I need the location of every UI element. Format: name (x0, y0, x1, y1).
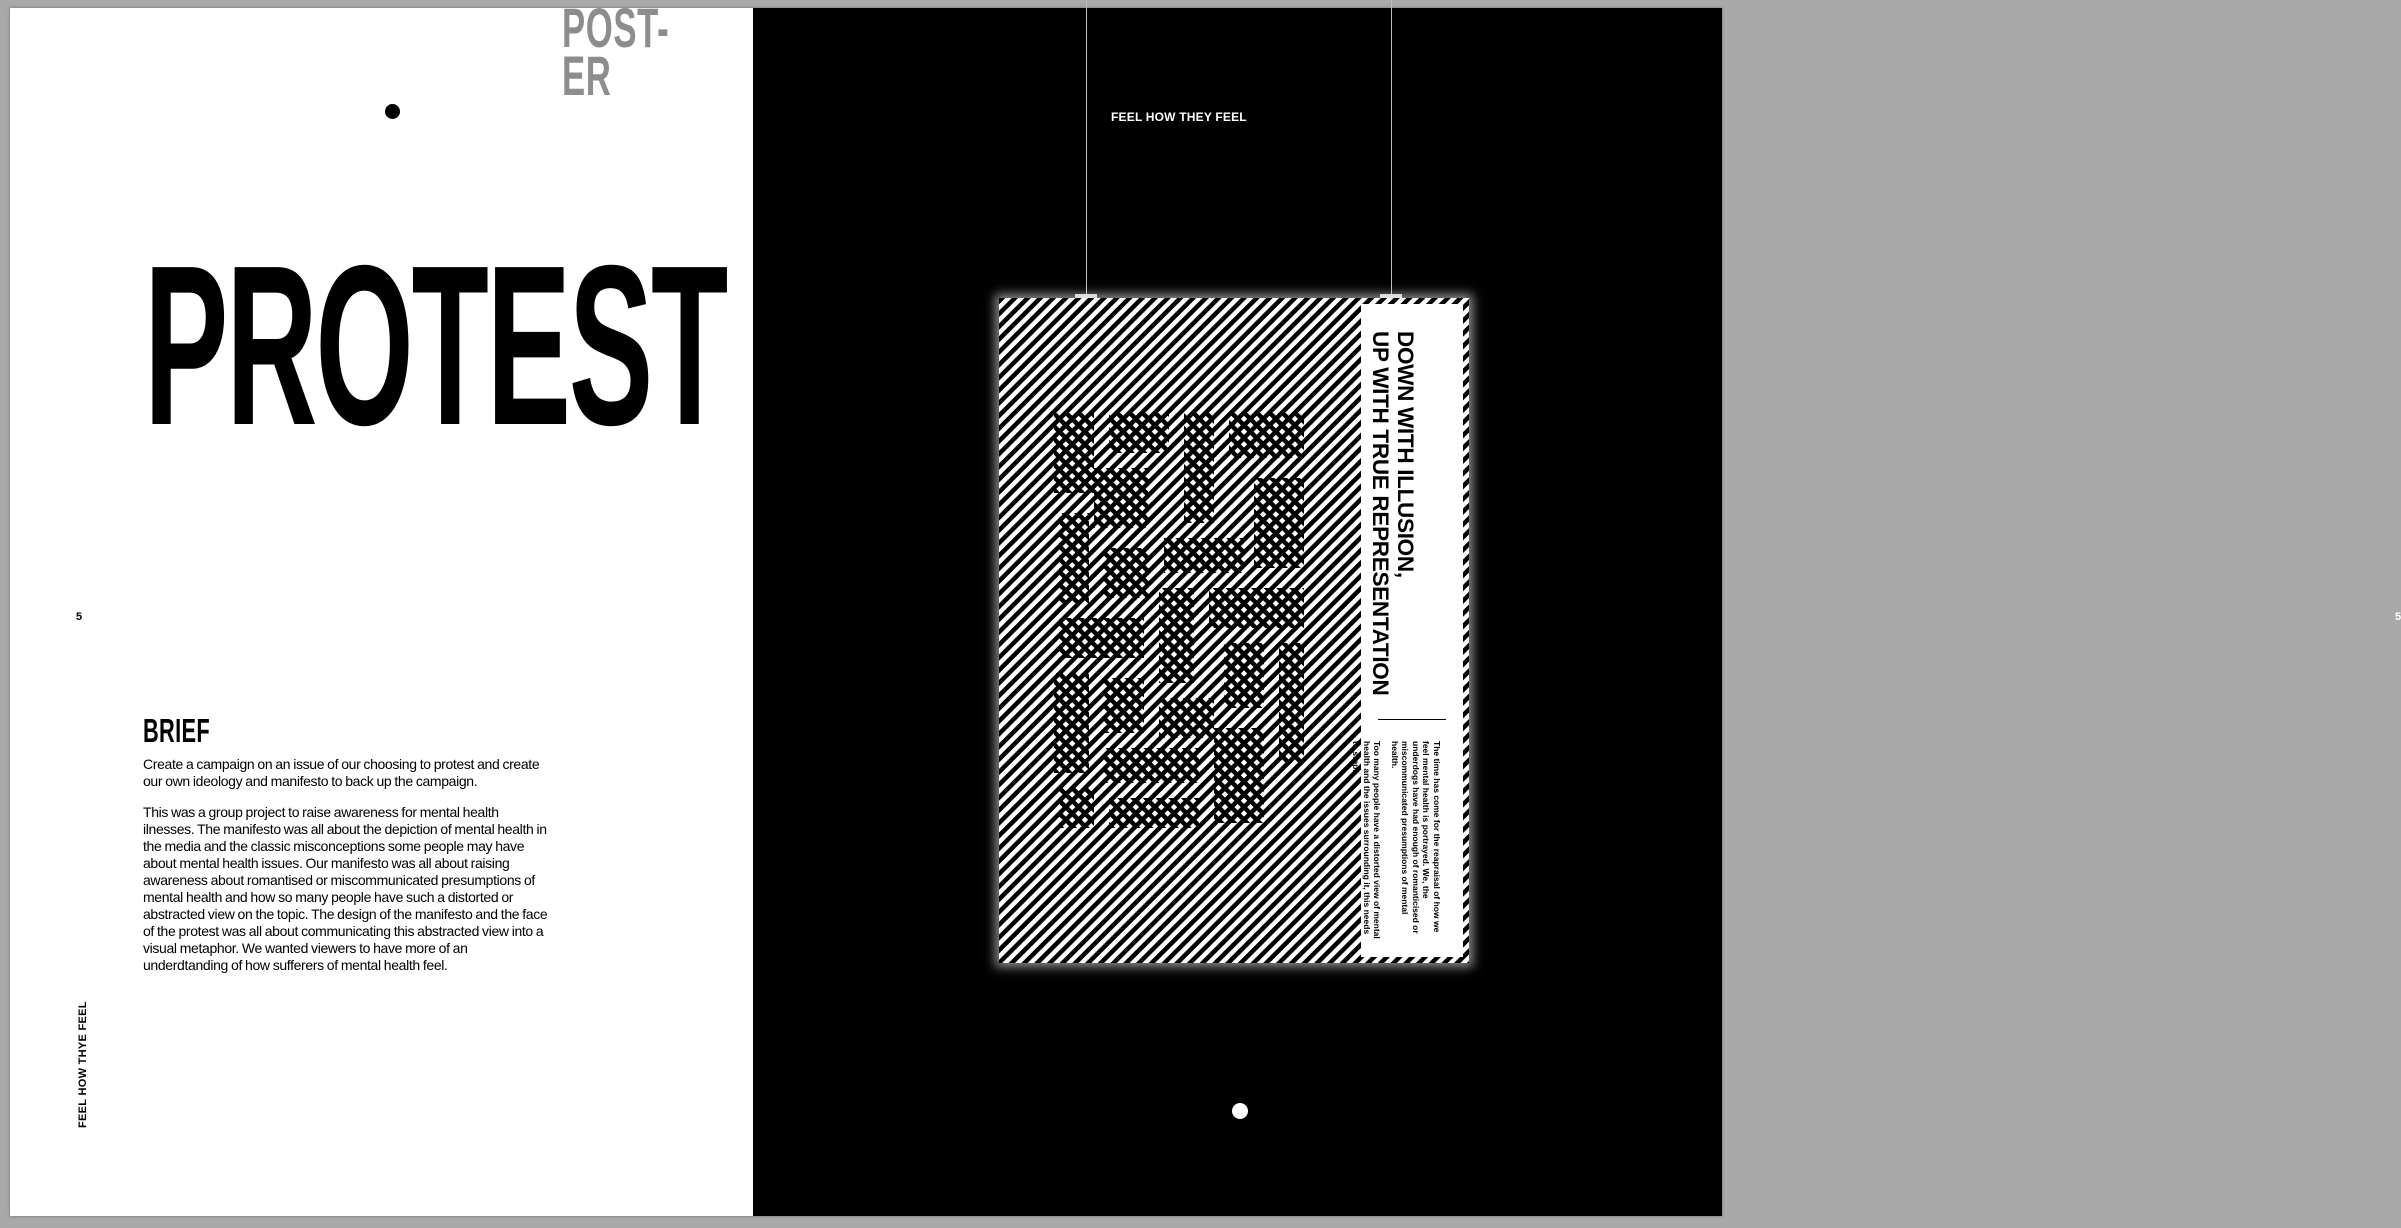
right-page-header: FEEL HOW THEY FEEL (1111, 110, 1247, 124)
decorative-dot-right (1232, 1103, 1248, 1119)
poster-body-1: The time has come for the reapraisal of how we feel mental health is portrayed. We, the underdogs have had enough of romanticised or miscommunicated presumptions of mental health. (1390, 741, 1442, 934)
hanging-wire-left (1086, 0, 1087, 296)
poster-body-2: Too many people have a distorted view of mental health and the issues surrounding it, this needs to stop. (1351, 741, 1383, 939)
brief-paragraph-1: Create a campaign on an issue of our choosing to protest and create our own ideology and manifesto to back up the campaign. (143, 756, 540, 789)
poster-headline-line1: DOWN WITH ILLUSION, (1393, 331, 1418, 578)
brief-heading: BRIEF (143, 712, 210, 749)
brief-paragraph-2: This was a group project to raise awareness for mental health ilnesses. The manifesto was all about the depiction of mental health in the media and the classic misconceptions some people may have about mental health issues. Our manifesto was all about raising awareness about romantised or miscommunicated presumptions of mental health and how so many people have such a distorted or abstracted view on the topic. The design of the manifesto and the face of the protest was all about communicating this abstracted view into a visual metaphor. We wanted viewers to have more of an underdtanding of how sufferers of mental health feel. (143, 804, 548, 973)
corner-title-line1: POST- (562, 0, 670, 59)
page-title: PROTEST (144, 219, 727, 473)
poster-headline-line2: UP WITH TRUE REPRESENTATION (1368, 331, 1393, 696)
spine-label: FEEL HOW THYE FEEL (77, 1001, 89, 1128)
poster-headline (1368, 331, 1418, 695)
corner-title-line2: ER (562, 44, 612, 107)
brief-body (143, 756, 553, 988)
poster-divider (1378, 719, 1446, 720)
hanging-wire-right (1391, 0, 1392, 296)
left-page (10, 0, 753, 1216)
page-number-left: 5 (76, 611, 83, 623)
page-number-right: 5 (2395, 611, 2401, 623)
decorative-dot (385, 104, 400, 119)
corner-title (562, 0, 670, 107)
poster-body (1344, 741, 1442, 941)
